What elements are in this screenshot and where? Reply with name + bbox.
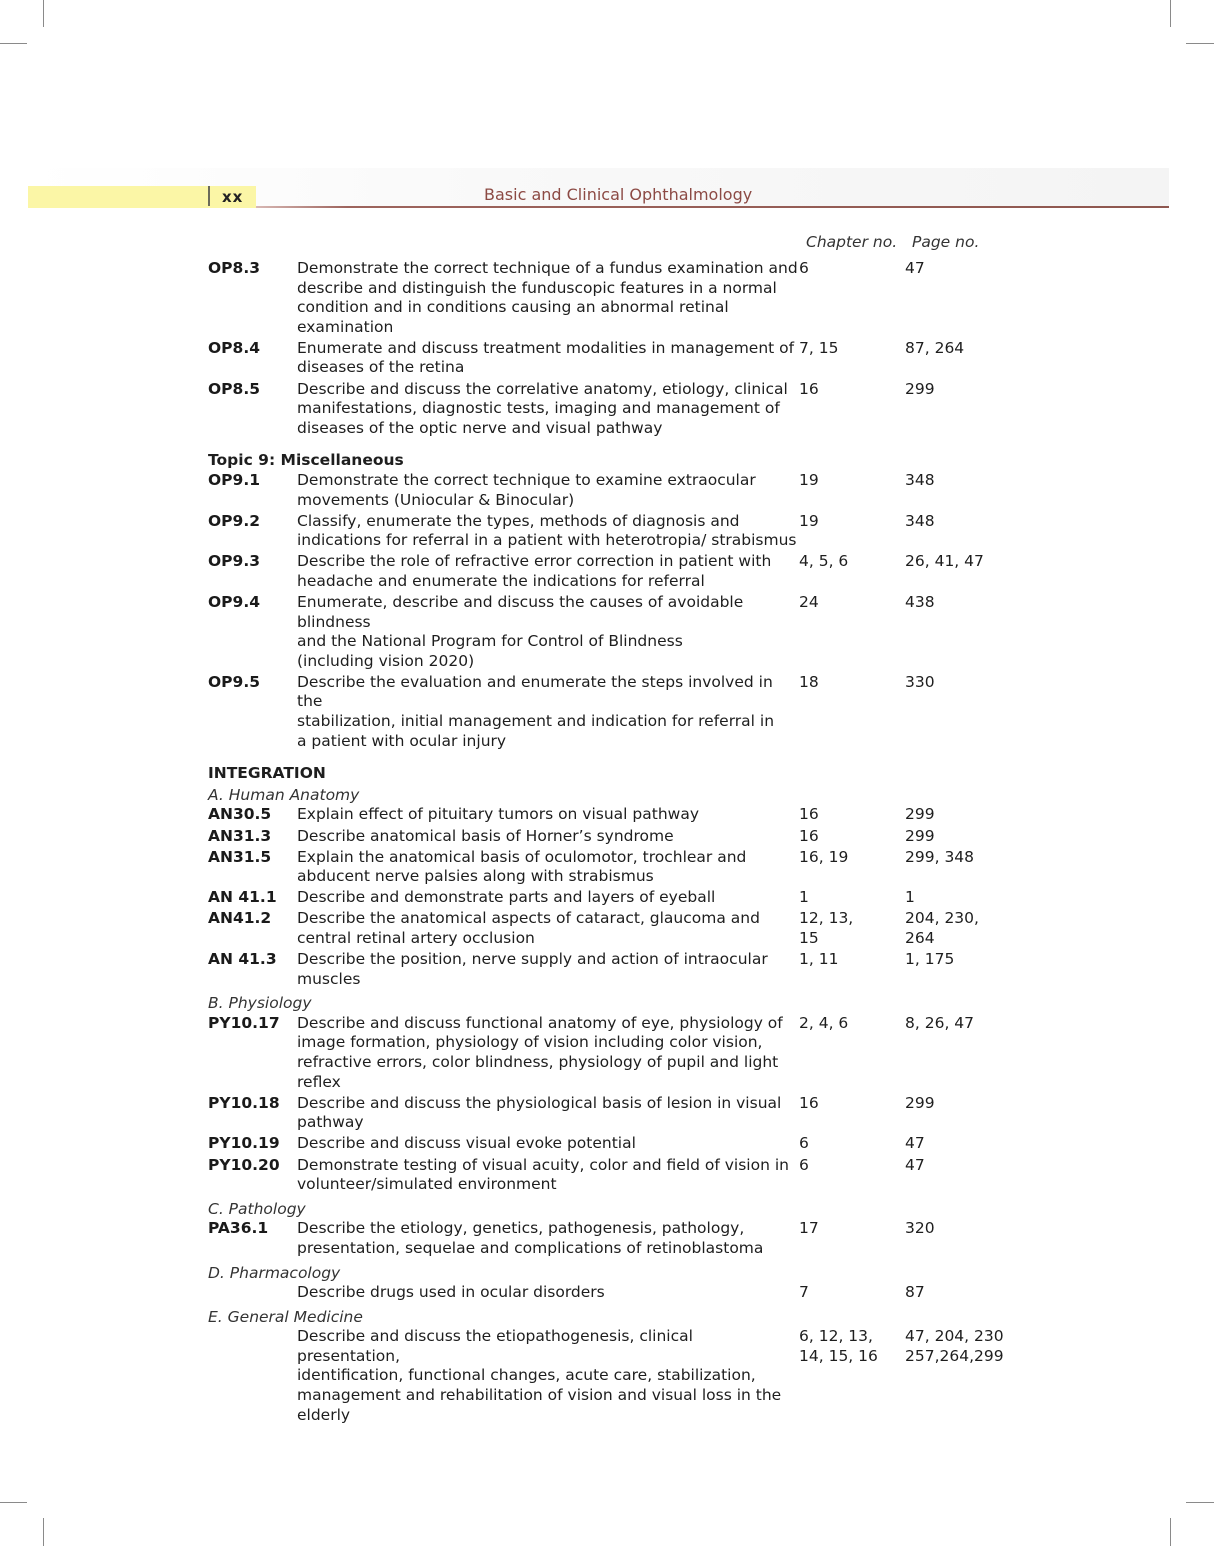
page-number: xx xyxy=(222,188,244,206)
page-number-ref xyxy=(905,512,1025,551)
table-row xyxy=(208,471,1028,510)
competency-description-line: stabilization, initial management and indication for referral in xyxy=(297,712,775,731)
chapter-number xyxy=(799,380,905,439)
competency-description-line: Demonstrate testing of visual acuity, color and field of vision in xyxy=(297,1155,789,1174)
page-number-ref-line: 87, 264 xyxy=(905,338,965,357)
competency-description-line: management and rehabilitation of vision and visual loss in the elderly xyxy=(297,1386,782,1424)
page-number-ref-line: 1, 175 xyxy=(905,950,955,969)
page-number-ref xyxy=(905,848,1025,887)
competency-code: OP8.5 xyxy=(208,379,260,398)
chapter-number-line: 6 xyxy=(799,1155,809,1174)
competency-description-line: Describe the role of refractive error correction in patient with xyxy=(297,552,772,571)
competency-code: OP9.5 xyxy=(208,672,260,691)
chapter-number-line: 12, 13, xyxy=(799,909,854,928)
page-number-ref xyxy=(905,1134,1025,1154)
chapter-number xyxy=(799,259,905,337)
competency-code xyxy=(208,1327,297,1425)
chapter-number-line: 6 xyxy=(799,259,809,277)
competency-description-line: Describe and discuss the correlative anatomy, etiology, clinical xyxy=(297,379,788,398)
chapter-number-line: 1 xyxy=(799,888,809,907)
page-number-ref-line: 87 xyxy=(905,1283,925,1302)
competency-code: AN30.5 xyxy=(208,805,272,824)
table-row xyxy=(208,1134,1028,1154)
page-number-ref-line: 47 xyxy=(905,259,925,277)
table-row xyxy=(208,1327,1028,1425)
competency-description-line: abducent nerve palsies along with strabismus xyxy=(297,867,654,886)
table-row xyxy=(208,339,1028,378)
page-number-ref-line: 320 xyxy=(905,1219,935,1238)
table-row xyxy=(208,888,1028,908)
page-number-ref-line: 299 xyxy=(905,826,935,845)
competency-code: PA36.1 xyxy=(208,1219,269,1238)
page-number-ref-line: 299 xyxy=(905,379,935,398)
competency-code: AN31.5 xyxy=(208,847,272,866)
competency-code: OP9.1 xyxy=(208,470,260,489)
competency-description-line: Describe anatomical basis of Horner’s syndrome xyxy=(297,826,674,845)
page-number-ref xyxy=(905,805,1025,825)
page-column-header: Page no. xyxy=(912,233,980,251)
page-number-ref xyxy=(905,827,1025,847)
competency-description xyxy=(297,848,799,887)
chapter-number-line: 16 xyxy=(799,379,819,398)
competency-description-line: Explain effect of pituitary tumors on visual pathway xyxy=(297,805,700,824)
chapter-number-line: 24 xyxy=(799,593,819,611)
page-number-ref-line: 47, 204, 230 xyxy=(905,1327,1004,1346)
table-row xyxy=(208,1283,1028,1303)
chapter-number-line: 17 xyxy=(799,1219,819,1238)
chapter-number-line: 16 xyxy=(799,805,819,824)
competency-code: OP8.4 xyxy=(208,338,260,357)
page-number-ref-line: 299, 348 xyxy=(905,847,975,866)
competency-description-line: headache and enumerate the indications for referral xyxy=(297,571,705,590)
crop-mark xyxy=(1186,43,1214,44)
competency-description xyxy=(297,1156,799,1195)
crop-mark xyxy=(0,43,27,44)
competency-description xyxy=(297,673,799,751)
table-row xyxy=(208,552,1028,591)
competency-description-line: Describe and discuss the physiological basis of lesion in visual xyxy=(297,1093,782,1112)
page-number-ref xyxy=(905,673,1025,751)
competency-description xyxy=(297,512,799,551)
page-number-ref xyxy=(905,1094,1025,1133)
competency-code: OP8.3 xyxy=(208,259,260,277)
competency-description-line: condition and in conditions causing an abnormal retinal examination xyxy=(297,298,729,336)
page-number-ref xyxy=(905,1014,1025,1092)
competency-description xyxy=(297,1134,799,1154)
page-number-ref-line: 26, 41, 47 xyxy=(905,552,984,571)
crop-mark xyxy=(1186,1502,1214,1503)
competency-code: AN31.3 xyxy=(208,826,272,845)
running-title: Basic and Clinical Ophthalmology xyxy=(484,185,753,204)
competency-description xyxy=(297,1327,799,1425)
competency-code: AN 41.3 xyxy=(208,950,277,969)
competency-description xyxy=(297,1014,799,1092)
competency-description xyxy=(297,339,799,378)
table-row xyxy=(208,909,1028,948)
competency-description xyxy=(297,827,799,847)
table-row xyxy=(208,1014,1028,1092)
chapter-number xyxy=(799,1094,905,1133)
chapter-number xyxy=(799,1156,905,1195)
competency-description-line: Demonstrate the correct technique to examine extraocular xyxy=(297,470,756,489)
competency-description xyxy=(297,888,799,908)
chapter-number-line: 19 xyxy=(799,511,819,530)
page-number-ref-line: 330 xyxy=(905,672,935,691)
crop-mark xyxy=(1170,1518,1171,1546)
competency-description-line: Enumerate and discuss treatment modalities in management of xyxy=(297,338,795,357)
competency-description-line: describe and distinguish the funduscopic features in a normal xyxy=(297,278,777,297)
chapter-number-line: 2, 4, 6 xyxy=(799,1013,849,1032)
topic8-rows xyxy=(208,259,1028,438)
page-number-ref-line: 348 xyxy=(905,470,935,489)
table-row xyxy=(208,1156,1028,1195)
competency-code: PY10.19 xyxy=(208,1134,280,1153)
table-row xyxy=(208,950,1028,989)
competency-code: OP9.3 xyxy=(208,552,260,571)
page-number-ref xyxy=(905,552,1025,591)
table-row xyxy=(208,259,1028,337)
page-number-ref-line: 8, 26, 47 xyxy=(905,1013,975,1032)
table-row xyxy=(208,380,1028,439)
competency-description-line: (including vision 2020) xyxy=(297,651,475,670)
chapter-number-line: 19 xyxy=(799,470,819,489)
chapter-number xyxy=(799,593,905,671)
crop-mark xyxy=(43,0,44,27)
competency-code: PY10.17 xyxy=(208,1013,280,1032)
integration-heading: INTEGRATION xyxy=(208,764,326,783)
table-row xyxy=(208,848,1028,887)
competency-description-line: Classify, enumerate the types, methods of diagnosis and xyxy=(297,511,740,530)
competency-description xyxy=(297,950,799,989)
column-headers xyxy=(208,233,1028,259)
competency-description-line: Explain the anatomical basis of oculomotor, trochlear and xyxy=(297,847,747,866)
competency-description-line: Describe and discuss visual evoke potential xyxy=(297,1134,636,1153)
folio-divider xyxy=(208,186,210,206)
competency-description-line: Describe and discuss functional anatomy of eye, physiology of xyxy=(297,1013,783,1032)
page-number-ref xyxy=(905,888,1025,908)
chapter-number xyxy=(799,909,905,948)
competency-code: OP9.2 xyxy=(208,511,260,530)
competency-description-line: volunteer/simulated environment xyxy=(297,1175,557,1194)
competency-description xyxy=(297,1094,799,1133)
page-number-ref xyxy=(905,1219,1025,1258)
subsection-heading: D. Pharmacology xyxy=(208,1263,341,1282)
chapter-number-line: 15 xyxy=(799,929,819,947)
chapter-number xyxy=(799,1219,905,1258)
competency-description-line: identification, functional changes, acute care, stabilization, xyxy=(297,1366,756,1385)
page-number-ref xyxy=(905,1156,1025,1195)
competency-description xyxy=(297,471,799,510)
crop-mark xyxy=(0,1502,27,1503)
page-number-ref xyxy=(905,380,1025,439)
subsection-heading: A. Human Anatomy xyxy=(208,785,360,804)
competency-description-line: manifestations, diagnostic tests, imaging and management of xyxy=(297,399,780,418)
page-number-ref xyxy=(905,593,1025,671)
competency-description-line: Describe the position, nerve supply and action of intraocular muscles xyxy=(297,950,768,988)
competency-description-line: image formation, physiology of vision including color vision, xyxy=(297,1033,763,1052)
table-row xyxy=(208,593,1028,671)
competency-code: PY10.20 xyxy=(208,1155,280,1174)
header-rule xyxy=(256,206,1169,208)
competency-description-line: Enumerate, describe and discuss the causes of avoidable blindness xyxy=(297,593,744,631)
chapter-column-header: Chapter no. xyxy=(806,233,898,251)
competency-description-line: Describe drugs used in ocular disorders xyxy=(297,1283,605,1302)
topic-heading: Topic 9: Miscellaneous xyxy=(208,451,404,470)
page-number-ref-line: 299 xyxy=(905,805,935,824)
page-number-ref-line: 257,264,299 xyxy=(905,1346,1004,1365)
competency-description-line: indications for referral in a patient with heterotropia/ strabismus xyxy=(297,531,797,550)
chapter-number xyxy=(799,805,905,825)
chapter-number-line: 18 xyxy=(799,672,819,691)
chapter-number-line: 16 xyxy=(799,826,819,845)
table-row xyxy=(208,827,1028,847)
table-row xyxy=(208,1094,1028,1133)
chapter-number-line: 7 xyxy=(799,1283,809,1302)
competency-description-line: movements (Uniocular & Binocular) xyxy=(297,490,575,509)
chapter-number xyxy=(799,1283,905,1303)
chapter-number-line: 6, 12, 13, xyxy=(799,1327,873,1346)
chapter-number-line: 1, 11 xyxy=(799,950,839,969)
crop-mark xyxy=(43,1518,44,1546)
competency-description xyxy=(297,805,799,825)
page-number-ref xyxy=(905,1283,1025,1303)
chapter-number xyxy=(799,1134,905,1154)
subsection-heading: C. Pathology xyxy=(208,1199,306,1218)
table-row xyxy=(208,805,1028,825)
chapter-number xyxy=(799,950,905,989)
chapter-number xyxy=(799,339,905,378)
chapter-number xyxy=(799,1327,905,1425)
table-row xyxy=(208,512,1028,551)
competency-description xyxy=(297,1219,799,1258)
competency-description-line: Describe the anatomical aspects of cataract, glaucoma and xyxy=(297,909,760,928)
crop-mark xyxy=(1170,0,1171,27)
chapter-number xyxy=(799,827,905,847)
chapter-number-line: 16, 19 xyxy=(799,847,849,866)
page-number-ref xyxy=(905,471,1025,510)
chapter-number-line: 4, 5, 6 xyxy=(799,552,849,571)
page-number-ref-line: 299 xyxy=(905,1093,935,1112)
page-number-ref-line: 438 xyxy=(905,593,935,611)
competency-description xyxy=(297,593,799,671)
competency-code: PY10.18 xyxy=(208,1093,280,1112)
chapter-number-line: 7, 15 xyxy=(799,338,839,357)
competency-table xyxy=(208,233,1028,1427)
chapter-number-line: 16 xyxy=(799,1093,819,1112)
competency-description-line: Describe and discuss the etiopathogenesis, clinical presentation, xyxy=(297,1327,693,1365)
table-row xyxy=(208,673,1028,751)
competency-description-line: refractive errors, color blindness, physiology of pupil and light reflex xyxy=(297,1053,779,1091)
chapter-number xyxy=(799,848,905,887)
chapter-number xyxy=(799,512,905,551)
chapter-number xyxy=(799,552,905,591)
page-number-ref-line: 47 xyxy=(905,1134,925,1153)
page-number-ref-line: 348 xyxy=(905,511,935,530)
page-number-ref xyxy=(905,1327,1025,1425)
competency-description-line: Describe the etiology, genetics, pathogenesis, pathology, xyxy=(297,1219,745,1238)
competency-description-line: presentation, sequelae and complications of retinoblastoma xyxy=(297,1238,764,1257)
competency-description xyxy=(297,380,799,439)
competency-description-line: Describe and demonstrate parts and layers of eyeball xyxy=(297,888,716,907)
competency-code: OP9.4 xyxy=(208,593,260,611)
competency-description-line: diseases of the optic nerve and visual pathway xyxy=(297,418,663,437)
competency-description-line: diseases of the retina xyxy=(297,358,465,377)
page-number-ref xyxy=(905,950,1025,989)
competency-description-line: Demonstrate the correct technique of a fundus examination and xyxy=(297,259,798,277)
table-row xyxy=(208,1219,1028,1258)
competency-description-line: central retinal artery occlusion xyxy=(297,929,535,947)
subsection-heading: B. Physiology xyxy=(208,994,312,1013)
chapter-number-line: 6 xyxy=(799,1134,809,1153)
competency-description-line: pathway xyxy=(297,1113,364,1132)
competency-description xyxy=(297,1283,799,1303)
competency-description-line: and the National Program for Control of Blindness xyxy=(297,632,683,651)
competency-code: AN 41.1 xyxy=(208,888,277,907)
chapter-number xyxy=(799,888,905,908)
competency-description-line: Describe the evaluation and enumerate the steps involved in the xyxy=(297,672,773,711)
topic9-rows xyxy=(208,471,1028,751)
chapter-number xyxy=(799,1014,905,1092)
competency-description-line: a patient with ocular injury xyxy=(297,731,507,750)
integration-sections xyxy=(208,786,1028,1425)
competency-description xyxy=(297,552,799,591)
chapter-number xyxy=(799,673,905,751)
competency-description xyxy=(297,909,799,948)
page-number-ref xyxy=(905,259,1025,337)
subsection-heading: E. General Medicine xyxy=(208,1307,363,1326)
page-number-ref-line: 264 xyxy=(905,929,935,947)
competency-code xyxy=(208,1283,297,1303)
chapter-number xyxy=(799,471,905,510)
page-number-ref xyxy=(905,909,1025,948)
chapter-number-line: 14, 15, 16 xyxy=(799,1346,878,1365)
competency-code: AN41.2 xyxy=(208,909,272,928)
page-number-ref-line: 1 xyxy=(905,888,915,907)
page-number-ref-line: 204, 230, xyxy=(905,909,979,928)
competency-description xyxy=(297,259,799,337)
page-number-ref xyxy=(905,339,1025,378)
page-number-ref-line: 47 xyxy=(905,1155,925,1174)
